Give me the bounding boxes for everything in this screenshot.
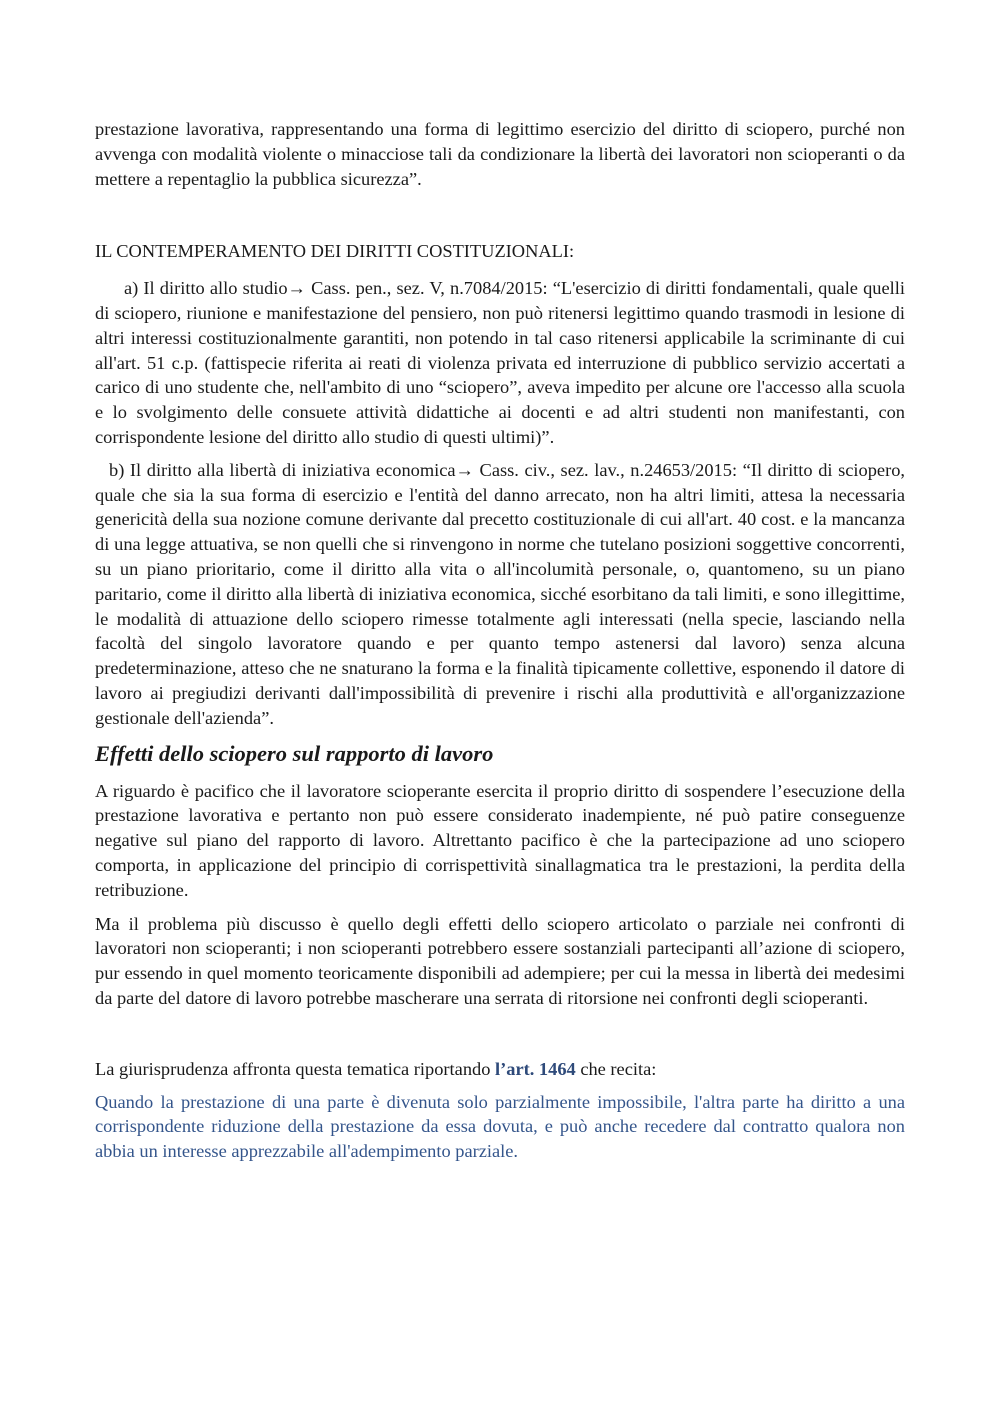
section-title: IL CONTEMPERAMENTO DEI DIRITTI COSTITUZIONALI: (95, 241, 575, 262)
effects-paragraph-2: Ma il problema più discusso è quello degli effetti dello sciopero articolato o parziale nei confronti di lavoratori non scioperanti; i non scioperanti potrebbero essere sostanziali partecipanti all’azione di sciopero, pur essendo in quel momento teoricamente disponibili ad adempiere; per cui la messa in libertà dei medesimi da parte del datore di lavoro potrebbe mascherare una serrata di ritorsione nei confronti degli scioperanti. (95, 913, 905, 1008)
jurisprudence-intro-before: La giurisprudenza affronta questa tematica riportando (95, 1058, 496, 1079)
effects-heading: Effetti dello sciopero sul rapporto di lavoro (95, 740, 494, 766)
article-reference: l’art. 1464 (495, 1058, 576, 1079)
jurisprudence-intro-after: che recita: (575, 1058, 657, 1079)
document-page (95, 117, 905, 1164)
jurisprudence-intro (95, 1057, 905, 1082)
point-a-paragraph: a) Il diritto allo studio→ Cass. pen., sez. V, n.7084/2015: “L'esercizio di diritti fondamentali, quale quelli di sciopero, riunione e manifestazione del pensiero, non può ritenersi legittimo quando trasmodi in lesione di altri interessi costituzionalmente garantiti, non potendo in tal caso ritenersi applicabile la scriminante di cui all'art. 51 c.p. (fattispecie riferita ai reati di violenza privata ed interruzione di pubblico servizio accertati a carico di uno studente che, nell'ambito di uno “sciopero”, aveva impedito per alcune ore l'accesso alla scuola e lo svolgimento delle consuete attività didattiche ai docenti e ad altri studenti non manifestanti, con corrispondente lesione del diritto allo studio di questi ultimi)”. (95, 278, 905, 447)
article-quote: Quando la prestazione di una parte è divenuta solo parzialmente impossibile, l'altra parte ha diritto a una corrispondente riduzione della prestazione da essa dovuta, e può anche recedere dal contratto qualora non abbia un interesse apprezzabile all'adempimento parziale. (95, 1091, 905, 1162)
point-b-paragraph: b) Il diritto alla libertà di iniziativa economica→ Cass. civ., sez. lav., n.24653/2015: “Il diritto di sciopero, quale che sia la sua forma di esercizio e l'entità del danno arrecato, non ha altri limiti, attesa la necessaria genericità della sua nozione comune derivante dal precetto costituzionale di cui all'art. 40 cost. e la mancanza di una legge attuativa, se non quelli che si rinvengono in norme che tutelano posizioni soggettive concorrenti, su un piano prioritario, come il diritto alla vita o all'incolumità personale, o, quantomeno, su un piano paritario, come il diritto alla libertà di iniziativa economica, sicché esorbitano da tali limiti, e sono illegittime, le modalità di attuazione dello sciopero rimesse totalmente agli interessati (nella specie, lasciando nella facoltà del singolo lavoratore quando e per quanto tempo astenersi dal lavoro) senza alcuna predeterminazione, atteso che ne snaturano la forma e la finalità tipicamente collettive, esponendo il datore di lavoro ai pregiudizi derivanti dall'impossibilità di prevenire i rischi alla produttività e all'organizzazione gestionale dell'azienda”. (95, 459, 905, 728)
intro-paragraph: prestazione lavorativa, rappresentando una forma di legittimo esercizio del diritto di sciopero, purché non avvenga con modalità violente o minacciose tali da condizionare la libertà dei lavoratori non scioperanti o da mettere a repentaglio la pubblica sicurezza”. (95, 119, 905, 189)
effects-paragraph-1: A riguardo è pacifico che il lavoratore scioperante esercita il proprio diritto di sospendere l’esecuzione della prestazione lavorativa e pertanto non può essere considerato inadempiente, né può patire conseguenze negative sul piano del rapporto di lavoro. Altrettanto pacifico è che la partecipazione ad uno sciopero comporta, in applicazione del principio di corrispettività sinallagmatica tra le prestazioni, la perdita della retribuzione. (95, 780, 905, 900)
